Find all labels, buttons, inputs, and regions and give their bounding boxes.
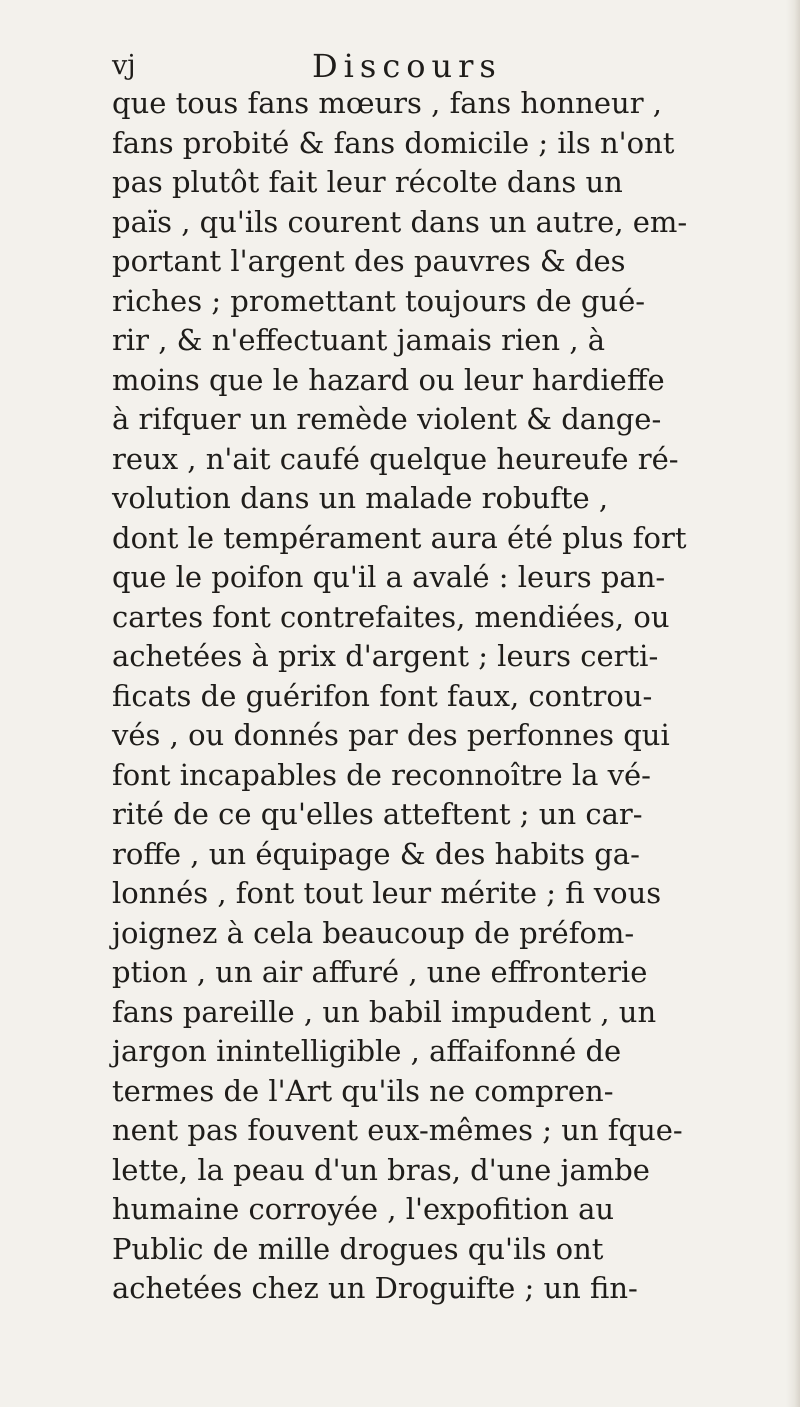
text-line: riches ; promettant toujours de gué- bbox=[112, 283, 646, 318]
text-line: joignez à cela beaucoup de préfom- bbox=[112, 915, 635, 950]
text-line: cartes font contrefaites, mendiées, ou bbox=[112, 599, 670, 634]
text-line: à rifquer un remède violent & dange- bbox=[112, 402, 662, 436]
text-line: moins que le hazard ou leur hardieffe bbox=[112, 362, 665, 397]
text-line: achetées chez un Droguifte ; un fin- bbox=[112, 1271, 638, 1305]
text-line: vés , ou donnés par des perfonnes qui bbox=[112, 718, 670, 752]
text-line: termes de l'Art qu'ils ne compren- bbox=[112, 1073, 614, 1108]
text-line: humaine corroyée , l'expofition au bbox=[112, 1192, 615, 1226]
text-line: jargon inintelligible , affaifonné de bbox=[112, 1034, 622, 1068]
running-title: Discours bbox=[312, 47, 502, 85]
text-line: lonnés , font tout leur mérite ; fi vous bbox=[112, 876, 662, 910]
text-line: ption , un air affuré , une effronterie bbox=[112, 955, 648, 989]
text-line: pas plutôt fait leur récolte dans un bbox=[112, 165, 623, 199]
text-line: rité de ce qu'elles atteftent ; un car- bbox=[112, 797, 643, 831]
text-line: lette, la peau d'un bras, d'une jambe bbox=[112, 1152, 650, 1187]
page-folio: vj bbox=[112, 50, 136, 81]
text-line: fans pareille , un babil impudent , un bbox=[112, 994, 657, 1029]
text-line: reux , n'ait caufé quelque heureufe ré- bbox=[112, 441, 679, 476]
page-header bbox=[112, 46, 712, 86]
text-line: que le poifon qu'il a avalé : leurs pan- bbox=[112, 560, 666, 594]
text-line: que tous fans mœurs , fans honneur , bbox=[112, 86, 662, 120]
page-edge bbox=[786, 0, 800, 1407]
text-line: nent pas fouvent eux-mêmes ; un fque- bbox=[112, 1113, 683, 1147]
text-line: fans probité & fans domicile ; ils n'ont bbox=[112, 125, 675, 160]
text-line: Public de mille drogues qu'ils ont bbox=[112, 1231, 604, 1266]
text-line: font incapables de reconnoître la vé- bbox=[112, 757, 651, 792]
text-line: achetées à prix d'argent ; leurs certi- bbox=[112, 639, 659, 673]
text-line: roffe , un équipage & des habits ga- bbox=[112, 836, 640, 871]
text-line: ficats de guérifon font faux, controu- bbox=[112, 678, 653, 713]
text-line: volution dans un malade robufte , bbox=[112, 481, 609, 515]
text-line: païs , qu'ils courent dans un autre, em- bbox=[112, 204, 688, 239]
text-line: dont le tempérament aura été plus fort bbox=[112, 520, 687, 555]
body-text bbox=[112, 84, 772, 1309]
text-line: rir , & n'effectuant jamais rien , à bbox=[112, 323, 606, 357]
text-line: portant l'argent des pauvres & des bbox=[112, 244, 626, 278]
